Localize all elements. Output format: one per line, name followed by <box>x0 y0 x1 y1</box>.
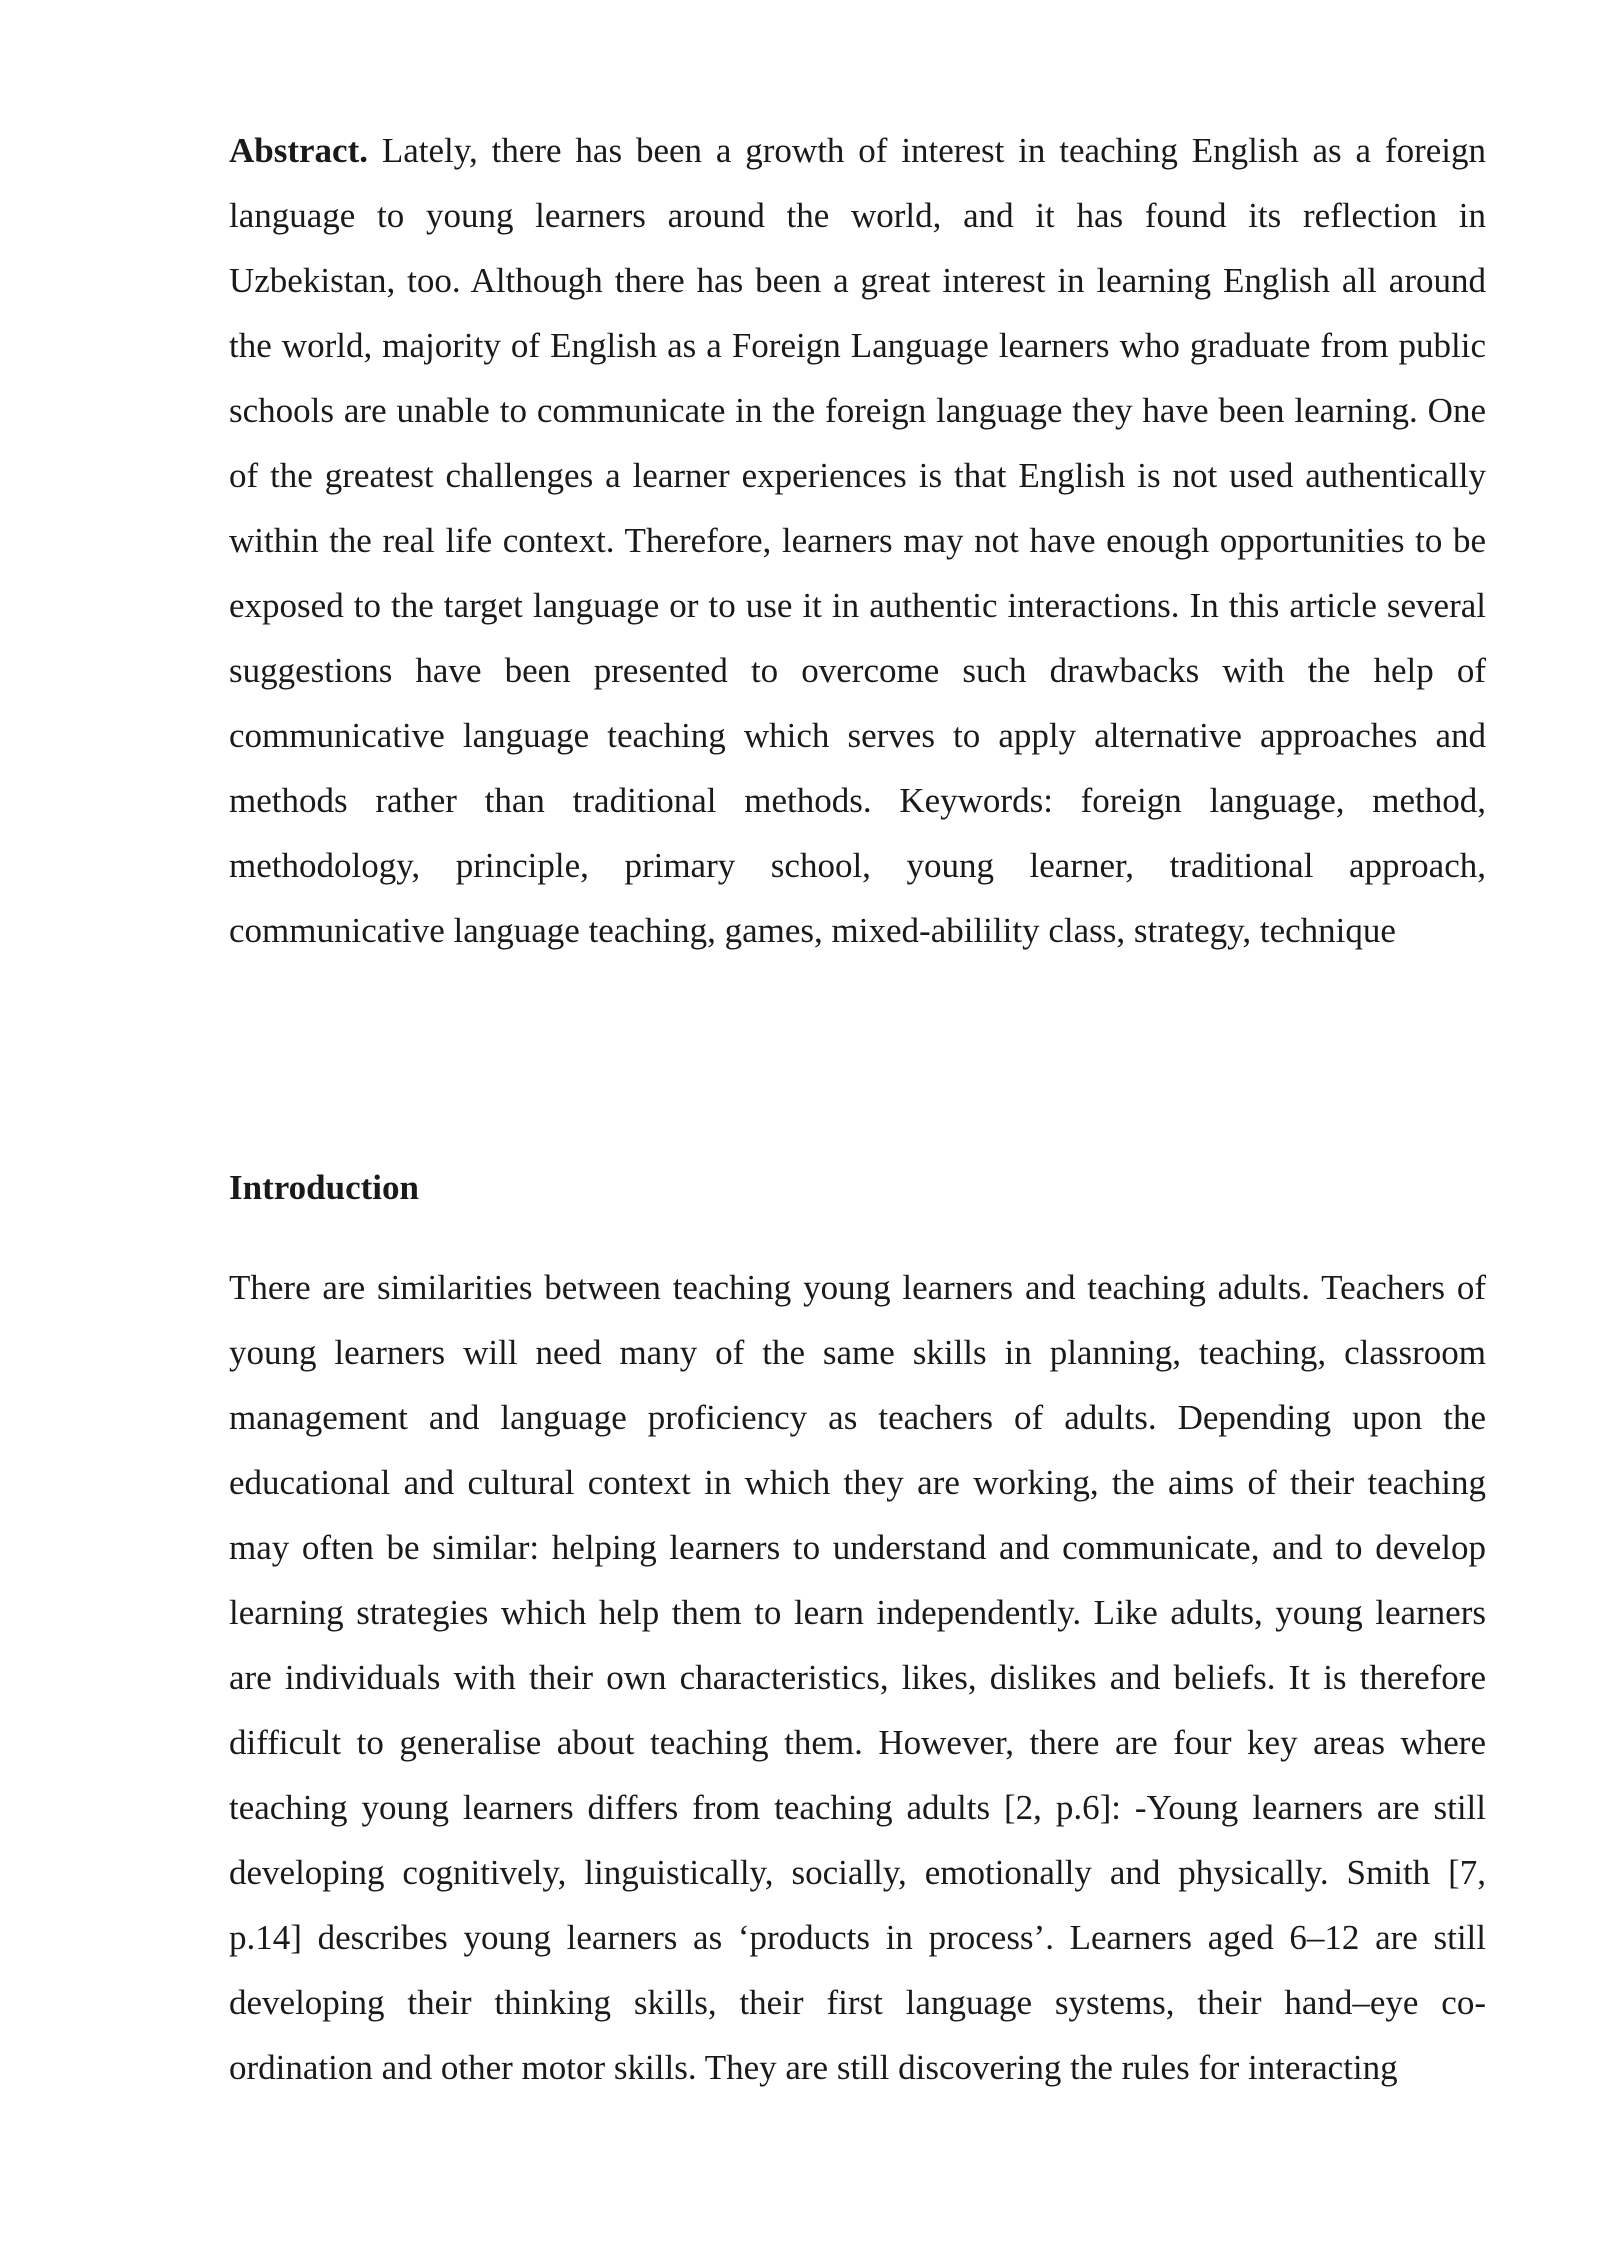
abstract-label: Abstract. <box>229 131 368 170</box>
abstract-paragraph <box>229 118 1486 963</box>
introduction-paragraph: There are similarities between teaching young learners and teaching adults. Teachers of young learners will need many of the same skills in planning, teaching, classroom management and language proficiency as teachers of adults. Depending upon the educational and cultural context in which they are working, the aims of their teaching may often be similar: helping learners to understand and communicate, and to develop learning strategies which help them to learn independently. Like adults, young learners are individuals with their own characteristics, likes, dislikes and beliefs. It is therefore difficult to generalise about teaching them. However, there are four key areas where teaching young learners differs from teaching adults [2, p.6]: -Young learners are still developing cognitively, linguistically, socially, emotionally and physically. Smith [7, p.14] describes young learners as ‘products in process’. Learners aged 6–12 are still developing their thinking skills, their first language systems, their hand–eye co-ordination and other motor skills. They are still discovering the rules for interacting <box>229 1268 1486 2087</box>
abstract-text: Lately, there has been a growth of interest in teaching English as a foreign language to young learners around the world, and it has found its reflection in Uzbekistan, too. Although there has been a great interest in learning English all around the world, majority of English as a Foreign Language learners who graduate from public schools are unable to communicate in the foreign language they have been learning. One of the greatest challenges a learner experiences is that English is not used authentically within the real life context. Therefore, learners may not have enough opportunities to be exposed to the target language or to use it in authentic interactions. In this article several suggestions have been presented to overcome such drawbacks with the help of communicative language teaching which serves to apply alternative approaches and methods rather than traditional methods. Keywords: foreign language, method, methodology, principle, primary school, young learner, traditional approach, communicative language teaching, games, mixed-abilility class, strategy, technique <box>229 131 1486 950</box>
introduction-heading: Introduction <box>229 1168 419 1207</box>
